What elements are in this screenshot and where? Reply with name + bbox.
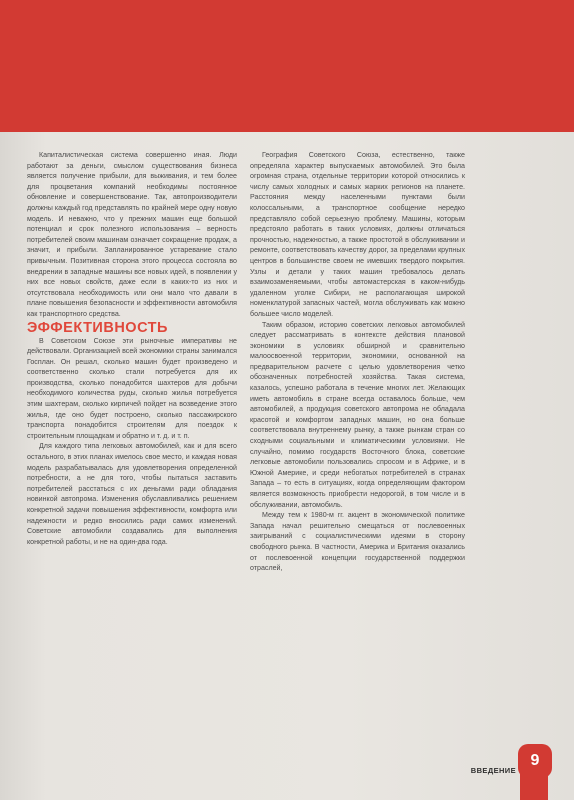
paragraph-car-types: Для каждого типа легковых автомобилей, как и для всего остального, в этих планах имелось свое место, и каждая новая модель разрабатывалась для удовлетворения определенной потребности, а не для того, чтобы пытаться заставить потребителей расстаться с их деньгами ради обладания новинкой автопрома. Изменения обуславливались решением конкретной задачи повышения эффективности, комфорта или надежности и редко вносились ради самих изменений. Советские автомобили создавались для выполнения конкретной работы, и не на один-два года. <box>27 442 237 546</box>
footer-section-label: ВВЕДЕНИЕ <box>470 766 516 775</box>
right-column <box>250 150 465 574</box>
page-number: 9 <box>518 744 552 778</box>
paragraph-capitalism: Капиталистическая система совершенно иная. Люди работают за деньги, смыслом существования бизнеса является получение прибыли, для выживания, и тем более для процветания компаний необходимы постоянное обновление и совершенствование. Так, автопроизводители должны каждый год представлять по крайней мере одну новую модель. И неважно, что у прежних машин еще большой потенциал и срок полезного использования – верность потребителей своим машинам означает сокращение продаж, а значит, и прибыли. Запланированное устаревание стало привычным. Позитивная сторона этого процесса состояла во внедрении в западные машины все новых идей, в появлении у них все новых свойств, даже если в каких-то из них и отсутствовала необходимость или они мало что давали в плане повышения безопасности и эффективности автомобиля как транспортного средства. <box>27 151 237 318</box>
paragraph-1980s: Между тем к 1980-м гг. акцент в экономической политике Запада начал решительно смещаться от послевоенных заигрываний с социалистическими идеями в сторону свободного рынка. В частности, Америка и Британия оказались от послевоенной концепции государственной поддержки отраслей, <box>250 511 465 573</box>
section-title-efficiency: ЭФФЕКТИВНОСТЬ <box>27 319 168 336</box>
paragraph-planned-economy: Таким образом, историю советских легковых автомобилей следует рассматривать в контексте действия плановой экономики в условиях обширной и сравнительно малоосвоенной территории, экономики, основанной на предварительном расчете с целью удовлетворения четко обозначенных потребностей хозяйства. Такая система, казалось, успешно работала в течение многих лет. Желающих иметь автомобиль в стране всегда оставалось больше, чем автомобилей, а продукция советского автопрома не обладала красотой и комфортом западных машин, но она больше соответствовала внутреннему рынку, а также рынкам стран со сходными социальными и климатическими условиями. Не случайно, помимо государств Восточного блока, советские легковые автомобили пользовались спросом и в Африке, и в Южной Америке, и среди небогатых потребителей в странах Запада – то есть в ситуациях, когда определяющим фактором является возможность приобрести недорогой, в том числе и в обслуживании, автомобиль. <box>250 320 465 509</box>
header-banner <box>0 0 574 132</box>
paragraph-gosplan: В Советском Союзе эти рыночные императивы не действовали. Организацией всей экономики страны занимался Госплан. Он решал, сколько машин будет произведено и соответственно сколько стали потребуется для их производства, сколько понадобится шахтеров для добычи необходимого количества руды, сколько жилья потребуется этим шахтерам, сколько кирпичей пойдет на возведение этого жилья, где оно будет построено, сколько пассажирского транспорта понадобится строителям для поездок к строительным площадкам и обратно и т. д. и т. п. <box>27 336 237 440</box>
paragraph-geography: География Советского Союза, естественно, также определяла характер выпускаемых автомобилей. Это была огромная страна, отдельные территории которой относились к числу самых холодных и самых жарких регионов на планете. Расстояния между населенными пунктами были колоссальными, а транспортное сообщение нередко представляло собой серьезную проблему. Машины, которым предстояло работать в таких условиях, должны отличаться прочностью, надежностью, а также простотой в обслуживании и ремонте, соответствовать качеству дорог, за пределами крупных центров в большинстве своем не имевших твердого покрытия. Узлы и детали у таких машин требовалось делать взаимозаменяемыми, чтобы автомастерская в каком-нибудь удаленном уголке Сибири, не располагающая широкой номенклатурой запасных частей, могла обслуживать как можно большее число моделей. <box>250 151 465 318</box>
left-column <box>27 150 237 547</box>
